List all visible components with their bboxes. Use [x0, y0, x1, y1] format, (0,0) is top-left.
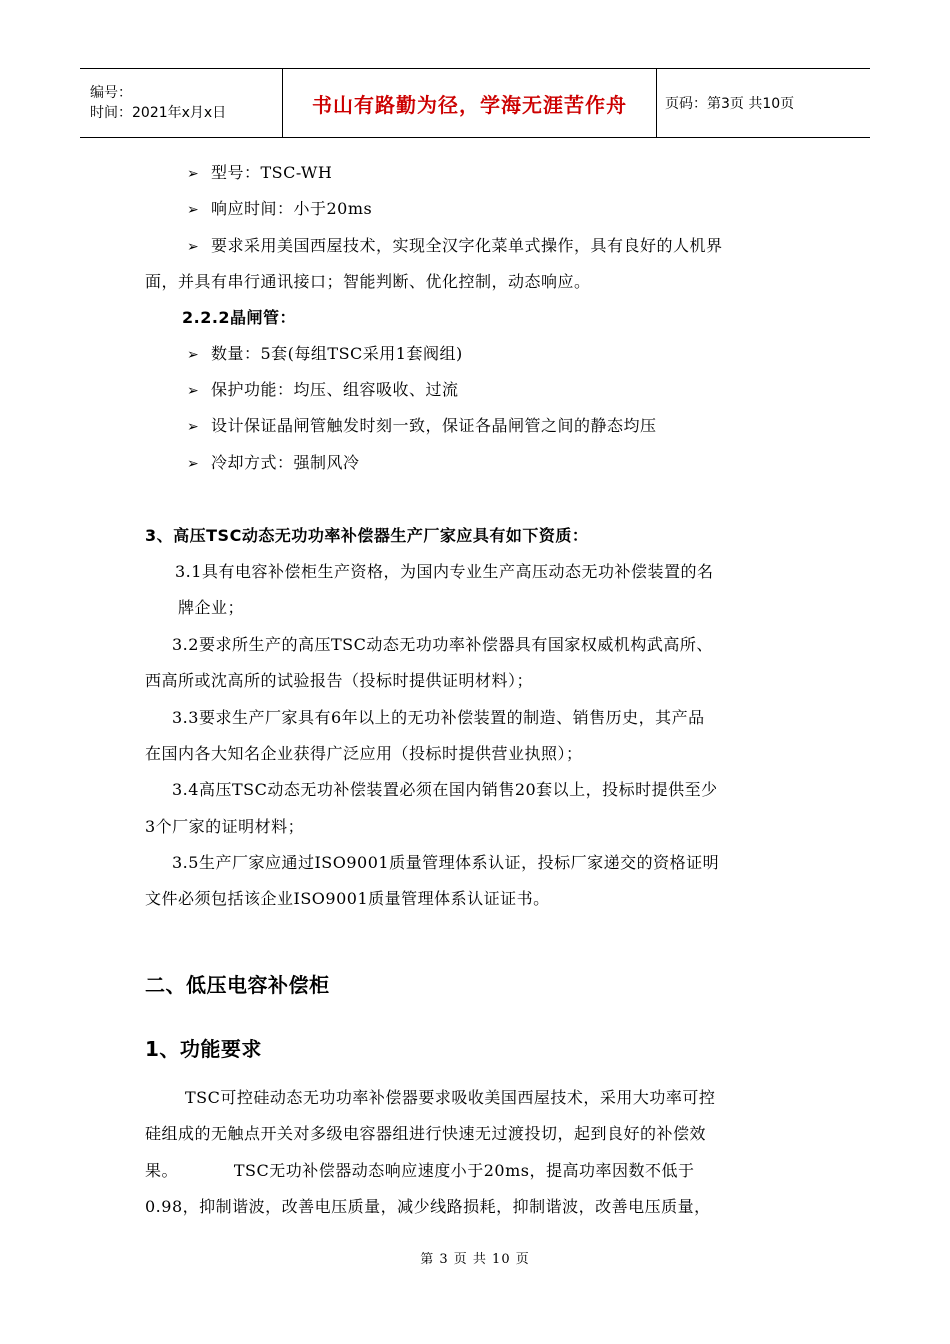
quantity-text: 数量：5套(每组TSC采用1套阀组)	[211, 344, 463, 363]
page-footer: 第 3 页 共 10 页	[420, 1252, 530, 1267]
paragraph-line-2: 硅组成的无触点开关对多级电容器组进行快速无过渡投切，起到良好的补偿效	[145, 1124, 707, 1143]
design-text: 设计保证晶闸管触发时刻一致，保证各晶闸管之间的静态均压	[211, 416, 657, 435]
header-meta	[80, 69, 283, 137]
date-label: 时间：2021年x月x日	[90, 105, 227, 121]
code-label: 编号：	[90, 85, 132, 101]
bullet-model	[187, 163, 332, 184]
bullet-response-time	[187, 199, 372, 220]
item-3-3-line-1: 3.3要求生产厂家具有6年以上的无功补偿装置的制造、销售历史，其产品	[172, 708, 705, 727]
part-2-heading: 二、低压电容补偿柜	[145, 973, 330, 997]
item-3-1-line-1: 3.1具有电容补偿柜生产资格，为国内专业生产高压动态无功补偿装置的名	[175, 562, 714, 581]
paragraph-line-4: 0.98，抑制谐波，改善电压质量，减少线路损耗，抑制谐波，改善电压质量，	[145, 1197, 711, 1216]
function-heading: 1、功能要求	[145, 1037, 262, 1061]
bullet-quantity	[187, 344, 463, 365]
header-page-cell	[657, 69, 870, 137]
item-3-5-line-1: 3.5生产厂家应通过ISO9001质量管理体系认证，投标厂家递交的资格证明	[172, 853, 720, 872]
item-3-2-line-2: 西高所或沈高所的试验报告（投标时提供证明材料）；	[145, 671, 534, 690]
bullet-cooling	[187, 453, 360, 474]
paragraph-line-1: TSC可控硅动态无功功率补偿器要求吸收美国西屋技术，采用大功率可控	[185, 1088, 716, 1107]
item-3-1-line-2: 牌企业；	[178, 598, 245, 617]
requirement-line-1: 要求采用美国西屋技术，实现全汉字化菜单式操作，具有良好的人机界	[211, 236, 723, 255]
cooling-text: 冷却方式：强制风冷	[211, 453, 360, 472]
response-time-text: 响应时间：小于20ms	[211, 199, 373, 218]
protection-text: 保护功能：均压、组容吸收、过流	[211, 380, 459, 399]
page-header	[80, 68, 870, 138]
bullet-design	[187, 416, 657, 437]
item-3-3-line-2: 在国内各大知名企业获得广泛应用（投标时提供营业执照）；	[145, 744, 583, 763]
section-3-heading: 3、高压TSC动态无功功率补偿器生产厂家应具有如下资质：	[145, 526, 589, 545]
thyristor-heading: 2.2.2晶闸管：	[182, 308, 297, 327]
header-slogan-cell	[283, 69, 657, 137]
header-slogan: 书山有路勤为径，学海无涯苦作舟	[312, 92, 627, 117]
paragraph-line-3: 果。 TSC无功补偿器动态响应速度小于20ms，提高功率因数不低于	[145, 1161, 695, 1180]
bullet-requirement	[187, 236, 723, 257]
item-3-4-line-2: 3个厂家的证明材料；	[145, 817, 305, 836]
item-3-5-line-2: 文件必须包括该企业ISO9001质量管理体系认证证书。	[145, 889, 550, 908]
model-text: 型号：TSC-WH	[211, 163, 333, 182]
item-3-4-line-1: 3.4高压TSC动态无功补偿装置必须在国内销售20套以上，投标时提供至少	[172, 780, 718, 799]
header-page-info: 页码：第3页 共10页	[665, 96, 795, 112]
requirement-line-2: 面，并具有串行通讯接口；智能判断、优化控制，动态响应。	[145, 272, 591, 291]
item-3-2-line-1: 3.2要求所生产的高压TSC动态无功功率补偿器具有国家权威机构武高所、	[172, 635, 713, 654]
bullet-protection	[187, 380, 459, 401]
